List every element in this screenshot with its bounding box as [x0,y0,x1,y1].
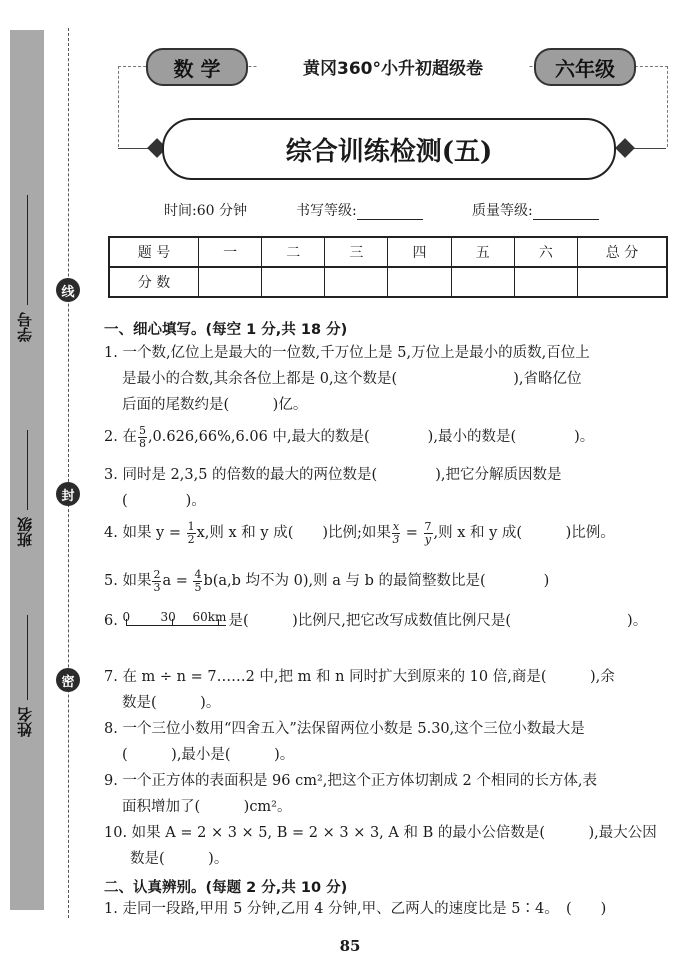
binding-dashed-line [68,28,69,918]
question-7-line-1: 7. 在 m ÷ n = 7……2 中,把 m 和 n 同时扩大到原来的 10 倍,商是( ),余 [104,669,615,685]
question-1-line-1: 1. 一个数,亿位上是最大的一位数,千万位上是 5,万位上是最小的质数,百位上 [104,345,590,361]
question-5-text-a: 5. 如果 [104,573,152,589]
scale-tick [218,619,219,626]
score-cell[interactable] [325,267,388,297]
question-4 [104,520,682,546]
scale-label-60km: 60km [192,610,227,624]
question-10-line-1: 10. 如果 A = 2 × 3 × 5, B = 2 × 3 × 3, A 和 B 的最小公倍数是( ),最大公因 [104,825,657,841]
fraction-denominator: 8 [138,436,146,450]
fraction-denominator: 5 [194,580,202,594]
quality-grade [472,200,599,220]
fraction-denominator: 3 [392,532,400,546]
time-limit: 时间:60 分钟 [164,203,247,219]
subject-pill: 数 学 [146,48,248,86]
question-4-text-b: x,则 x 和 y 成( )比例;如果 [196,525,391,541]
scale-label-30: 30 [160,610,176,624]
class-label: 班级 [16,517,34,547]
fraction-four-fifths [193,569,202,594]
question-7 [104,664,682,716]
fraction-one-half [187,521,196,546]
quality-grade-label: 质量等级: [472,203,533,219]
score-header-cell: 题 号 [109,237,199,267]
fraction-denominator: 2 [187,532,195,546]
question-2 [104,424,682,450]
question-8-line-1: 8. 一个三位小数用“四舍五入”法保留两位小数是 5.30,这个三位小数最大是 [104,721,585,737]
question-4-text-a: 4. 如果 y = [104,525,186,541]
question-10-line-2: 数是( )。 [130,851,229,867]
judgement-question-1: 1. 走同一段路,甲用 5 分钟,乙用 4 分钟,甲、乙两人的速度比是 5∶4。 ( ) [104,901,607,917]
score-header-cell: 五 [451,237,514,267]
question-1-line-3: 后面的尾数约是( )亿。 [122,397,308,413]
question-7-line-2: 数是( )。 [122,695,221,711]
writing-grade-blank[interactable] [357,205,423,220]
grade-pill: 六年级 [534,48,636,86]
fraction-7-over-y [424,521,433,546]
question-9-line-1: 9. 一个正方体的表面积是 96 cm²,把这个正方体切割成 2 个相同的长方体,表 [104,773,597,789]
question-10 [104,820,682,872]
score-table-score-row [109,267,667,297]
score-cell[interactable] [199,267,262,297]
question-3 [104,462,682,514]
fraction-denominator: 3 [153,580,161,594]
line-scale-bar [122,608,228,634]
score-cell[interactable] [388,267,451,297]
fraction-x-over-3 [392,521,400,546]
question-5-text-c: b(a,b 均不为 0),则 a 与 b 的最简整数比是( ) [203,573,550,589]
question-2-text-a: 2. 在 [104,429,137,445]
page-title: 综合训练检测(五) [162,118,616,180]
score-header-cell: 总 分 [578,237,668,267]
question-1-line-2: 是最小的合数,其余各位上都是 0,这个数是( ),省略亿位 [122,371,582,387]
score-header-cell: 六 [514,237,577,267]
question-6-text-a: 6. [104,613,118,629]
score-header-cell: 一 [199,237,262,267]
question-4-text-d: ,则 x 和 y 成( )比例。 [433,525,615,541]
question-5-text-b: a = [162,573,193,589]
writing-grade-label: 书写等级: [296,203,357,219]
question-9 [104,768,682,820]
question-6-text-b: 是( )比例尺,把它改写成数值比例尺是( )。 [228,613,648,629]
question-1 [104,340,682,418]
fraction-numerator: 5 [138,423,146,437]
seal-mark-secret: 密 [56,668,80,692]
question-2-text-b: ,0.626,66%,6.06 中,最大的数是( ),最小的数是( )。 [147,429,595,445]
question-8-line-2: ( ),最小是( )。 [122,747,295,763]
writing-grade [296,200,423,220]
name-label: 姓名 [16,707,34,737]
name-blank [27,615,28,700]
question-4-text-c: = [401,525,423,541]
score-header-cell: 二 [262,237,325,267]
score-cell[interactable] [451,267,514,297]
scale-tick [126,619,127,626]
scale-label-0: 0 [122,610,131,624]
binding-sidebar [10,30,44,910]
fraction-two-thirds [152,569,161,594]
section-1-title: 一、细心填写。(每空 1 分,共 18 分) [104,322,348,338]
fraction-numerator: 4 [194,567,202,581]
score-cell[interactable] [578,267,668,297]
question-8 [104,716,682,768]
student-id-blank [27,195,28,305]
fraction-denominator: y [424,532,432,546]
section-2-title: 二、认真辨别。(每题 2 分,共 10 分) [104,880,348,896]
question-6 [104,608,682,634]
class-blank [27,430,28,510]
question-3-line-1: 3. 同时是 2,3,5 的倍数的最大的两位数是( ),把它分解质因数是 [104,467,562,483]
question-9-line-2: 面积增加了( )cm²。 [122,799,292,815]
fraction-numerator: 7 [424,519,432,533]
scale-tick [172,619,173,626]
scale-line [126,625,226,626]
score-row-label: 分 数 [109,267,199,297]
fraction-numerator: x [392,519,400,533]
fraction-numerator: 1 [187,519,195,533]
student-id-label: 学号 [16,312,34,342]
score-header-cell: 三 [325,237,388,267]
score-header-cell: 四 [388,237,451,267]
fraction-numerator: 2 [153,567,161,581]
question-3-line-2: ( )。 [122,493,206,509]
question-5 [104,568,682,594]
quality-grade-blank[interactable] [533,205,599,220]
seal-mark-line: 线 [56,278,80,302]
score-cell[interactable] [262,267,325,297]
score-cell[interactable] [514,267,577,297]
fraction-five-eighths [138,425,147,450]
page-number: 85 [339,937,361,955]
score-table [108,236,668,298]
score-table-header-row [109,237,667,267]
series-title: 黄冈360°小升初超级卷 [258,54,528,79]
seal-mark-seal: 封 [56,482,80,506]
